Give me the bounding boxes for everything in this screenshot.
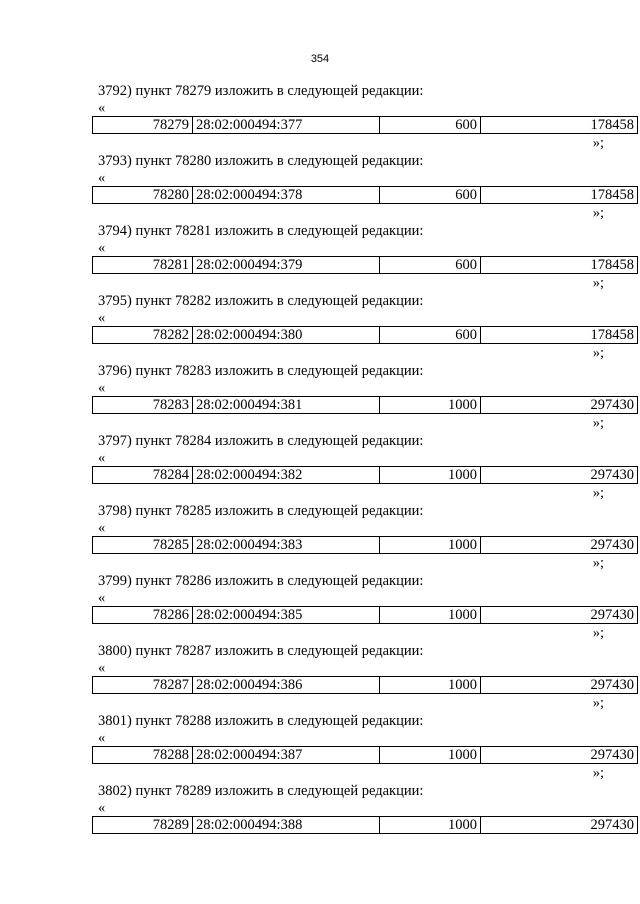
area-cell: 1000 xyxy=(380,677,481,694)
item-number-cell: 78289 xyxy=(93,817,193,834)
amendment-heading: 3792) пункт 78279 изложить в следующей редакции: xyxy=(98,83,424,99)
cadastral-number-cell: 28:02:000494:380 xyxy=(193,327,380,344)
value-cell: 297430 xyxy=(481,537,638,554)
amendment-table xyxy=(92,326,638,344)
table-row xyxy=(93,537,638,554)
amendment-item xyxy=(0,782,640,852)
amendment-table xyxy=(92,116,638,134)
value-cell: 297430 xyxy=(481,817,638,834)
area-cell: 600 xyxy=(380,257,481,274)
item-number-cell: 78280 xyxy=(93,187,193,204)
amendment-item xyxy=(0,82,640,152)
opening-quote: « xyxy=(98,800,106,816)
amendment-table xyxy=(92,396,638,414)
cadastral-number-cell: 28:02:000494:379 xyxy=(193,257,380,274)
item-number-cell: 78288 xyxy=(93,747,193,764)
amendment-item xyxy=(0,152,640,222)
opening-quote: « xyxy=(98,450,106,466)
opening-quote: « xyxy=(98,730,106,746)
item-number-cell: 78287 xyxy=(93,677,193,694)
value-cell: 178458 xyxy=(481,327,638,344)
cadastral-number-cell: 28:02:000494:387 xyxy=(193,747,380,764)
opening-quote: « xyxy=(98,520,106,536)
closing-quote: »; xyxy=(592,695,604,711)
amendment-table xyxy=(92,816,638,834)
table-row xyxy=(93,467,638,484)
cadastral-number-cell: 28:02:000494:386 xyxy=(193,677,380,694)
table-row xyxy=(93,187,638,204)
area-cell: 1000 xyxy=(380,817,481,834)
area-cell: 1000 xyxy=(380,747,481,764)
opening-quote: « xyxy=(98,590,106,606)
closing-quote: »; xyxy=(592,275,604,291)
cadastral-number-cell: 28:02:000494:377 xyxy=(193,117,380,134)
amendment-item xyxy=(0,292,640,362)
value-cell: 297430 xyxy=(481,607,638,624)
table-row xyxy=(93,117,638,134)
table-row xyxy=(93,677,638,694)
closing-quote: »; xyxy=(592,625,604,641)
cadastral-number-cell: 28:02:000494:382 xyxy=(193,467,380,484)
table-row xyxy=(93,327,638,344)
table-row xyxy=(93,257,638,274)
cadastral-number-cell: 28:02:000494:388 xyxy=(193,817,380,834)
page-number: 354 xyxy=(310,53,330,65)
value-cell: 178458 xyxy=(481,117,638,134)
value-cell: 178458 xyxy=(481,187,638,204)
closing-quote: »; xyxy=(592,485,604,501)
amendment-heading: 3798) пункт 78285 изложить в следующей редакции: xyxy=(98,503,424,519)
closing-quote: »; xyxy=(592,415,604,431)
opening-quote: « xyxy=(98,310,106,326)
area-cell: 1000 xyxy=(380,467,481,484)
value-cell: 297430 xyxy=(481,467,638,484)
opening-quote: « xyxy=(98,100,106,116)
amendment-heading: 3796) пункт 78283 изложить в следующей редакции: xyxy=(98,363,424,379)
area-cell: 1000 xyxy=(380,607,481,624)
closing-quote: »; xyxy=(592,555,604,571)
area-cell: 600 xyxy=(380,187,481,204)
item-number-cell: 78282 xyxy=(93,327,193,344)
item-number-cell: 78284 xyxy=(93,467,193,484)
item-number-cell: 78283 xyxy=(93,397,193,414)
opening-quote: « xyxy=(98,660,106,676)
closing-quote: »; xyxy=(592,765,604,781)
amendment-item xyxy=(0,362,640,432)
amendment-heading: 3800) пункт 78287 изложить в следующей редакции: xyxy=(98,643,424,659)
cadastral-number-cell: 28:02:000494:385 xyxy=(193,607,380,624)
item-number-cell: 78285 xyxy=(93,537,193,554)
amendment-heading: 3795) пункт 78282 изложить в следующей редакции: xyxy=(98,293,424,309)
closing-quote: »; xyxy=(592,135,604,151)
cadastral-number-cell: 28:02:000494:383 xyxy=(193,537,380,554)
amendment-heading: 3802) пункт 78289 изложить в следующей редакции: xyxy=(98,783,424,799)
amendment-heading: 3801) пункт 78288 изложить в следующей редакции: xyxy=(98,713,424,729)
table-row xyxy=(93,747,638,764)
amendment-item xyxy=(0,572,640,642)
opening-quote: « xyxy=(98,240,106,256)
cadastral-number-cell: 28:02:000494:378 xyxy=(193,187,380,204)
table-row xyxy=(93,397,638,414)
value-cell: 178458 xyxy=(481,257,638,274)
item-number-cell: 78279 xyxy=(93,117,193,134)
area-cell: 600 xyxy=(380,327,481,344)
table-row xyxy=(93,817,638,834)
amendment-item xyxy=(0,712,640,782)
value-cell: 297430 xyxy=(481,747,638,764)
closing-quote: »; xyxy=(592,345,604,361)
cadastral-number-cell: 28:02:000494:381 xyxy=(193,397,380,414)
amendment-table xyxy=(92,676,638,694)
amendment-heading: 3797) пункт 78284 изложить в следующей редакции: xyxy=(98,433,424,449)
item-number-cell: 78286 xyxy=(93,607,193,624)
area-cell: 1000 xyxy=(380,397,481,414)
area-cell: 1000 xyxy=(380,537,481,554)
document-body xyxy=(0,82,640,852)
amendment-item xyxy=(0,222,640,292)
amendment-table xyxy=(92,186,638,204)
amendment-table xyxy=(92,746,638,764)
closing-quote: »; xyxy=(592,205,604,221)
opening-quote: « xyxy=(98,380,106,396)
amendment-table xyxy=(92,466,638,484)
table-row xyxy=(93,607,638,624)
item-number-cell: 78281 xyxy=(93,257,193,274)
amendment-table xyxy=(92,606,638,624)
opening-quote: « xyxy=(98,170,106,186)
amendment-item xyxy=(0,642,640,712)
amendment-heading: 3794) пункт 78281 изложить в следующей редакции: xyxy=(98,223,424,239)
area-cell: 600 xyxy=(380,117,481,134)
amendment-table xyxy=(92,536,638,554)
value-cell: 297430 xyxy=(481,677,638,694)
amendment-heading: 3799) пункт 78286 изложить в следующей редакции: xyxy=(98,573,424,589)
amendment-item xyxy=(0,432,640,502)
value-cell: 297430 xyxy=(481,397,638,414)
amendment-item xyxy=(0,502,640,572)
amendment-heading: 3793) пункт 78280 изложить в следующей редакции: xyxy=(98,153,424,169)
amendment-table xyxy=(92,256,638,274)
